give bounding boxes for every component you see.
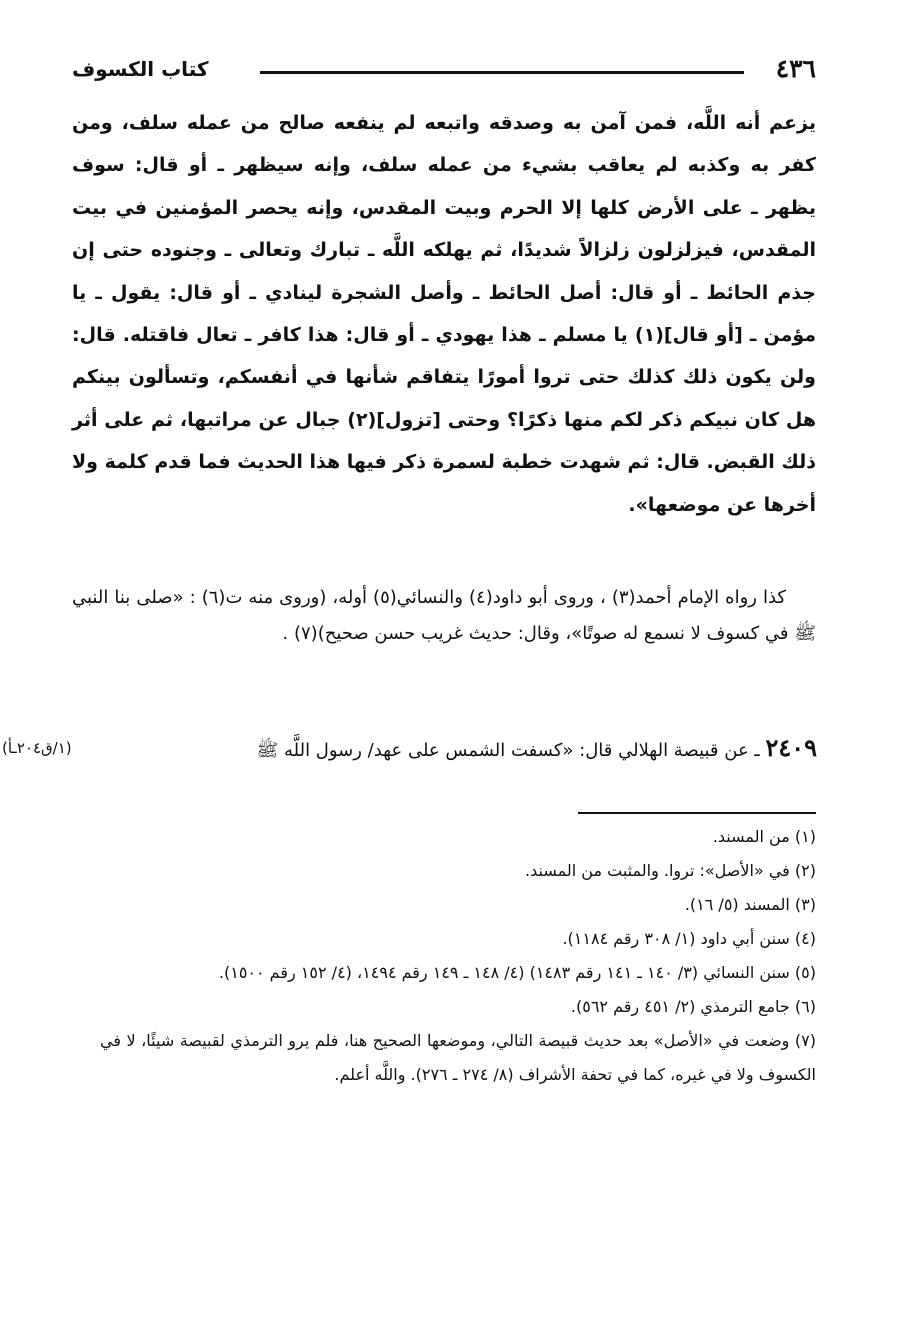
page-number: ٤٣٦: [775, 54, 816, 83]
footnote-item: [100, 956, 816, 990]
footnote-item: [100, 888, 816, 922]
footnote-text: في «الأصل»: تروا. والمثبت من المسند.: [525, 861, 790, 880]
footnote-number: (٣): [794, 895, 816, 914]
footnote-text: المسند (٥/ ١٦).: [684, 895, 790, 914]
footnote-item: [100, 922, 816, 956]
footnote-text: سنن أبي داود (١/ ٣٠٨ رقم ١١٨٤).: [562, 929, 790, 948]
next-hadith-line: [0, 730, 916, 766]
footnote-item: [100, 1024, 816, 1092]
footnote-item: [100, 820, 816, 854]
footnotes-list: [100, 820, 816, 1092]
footnote-item: [100, 854, 816, 888]
footnote-number: (٦): [794, 997, 816, 1016]
running-title: كتاب الكسوف: [72, 57, 209, 81]
footnote-text: سنن النسائي (٣/ ١٤٠ ـ ١٤١ رقم ١٤٨٣) (٤/ ١٤٨ ـ ١٤٩ رقم ١٤٩٤، (٤/ ١٥٢ رقم ١٥٠٠).: [218, 963, 790, 982]
footnote-separator: [578, 812, 816, 814]
footnote-number: (٥): [794, 963, 816, 982]
footnote-number: (٤): [794, 929, 816, 948]
header-rule: [260, 71, 744, 74]
footnote-number: (٢): [794, 861, 816, 880]
footnote-number: (٧): [794, 1031, 816, 1050]
next-hadith: [257, 730, 817, 769]
footnote-text: جامع الترمذي (٢/ ٤٥١ رقم ٥٦٢).: [570, 997, 790, 1016]
footnote-item: [100, 990, 816, 1024]
footnote-number: (١): [794, 827, 816, 846]
hadith-main-text: يزعم أنه اللَّه، فمن آمن به وصدقه واتبعه لم ينفعه صالح من عمله سلف، ومن كفر به وكذبه لم يعاقب بشيء من عمله سلف، وإنه سيظهر ـ أو قال: سوف يظهر ـ على الأرض كلها إلا الحرم وبيت المقدس، وإنه يحصر المؤمنين في بيت المقدس، فيزلزلون زلزالاً شديدًا، ثم يهلكه اللَّه ـ تبارك وتعالى ـ وجنوده حتى إن جذم الحائط ـ أو قال: أصل الحائط ـ وأصل الشجرة لينادي ـ أو قال: يقول ـ يا مؤمن ـ [أو قال](١) يا مسلم ـ هذا يهودي ـ أو قال: هذا كافر ـ تعال فاقتله. قال: ولن يكون ذلك كذلك حتى تروا أمورًا يتفاقم شأنها في أنفسكم، وتسألون بينكم هل كان نبيكم ذكر لكم منها ذكرًا؟ وحتى [تزول](٢) جبال عن مراتبها، ثم على أثر ذلك القبض. قال: ثم شهدت خطبة لسمرة ذكر فيها هذا الحديث فما قدم كلمة ولا أخرها عن موضعها».: [72, 112, 817, 516]
next-hadith-text: ـ عن قبيصة الهلالي قال: «كسفت الشمس على عهد/ رسول اللَّه ﷺ: [256, 740, 760, 761]
footnote-text: من المسند.: [712, 827, 790, 846]
page-header: [72, 54, 816, 88]
footnote-text: وضعت في «الأصل» بعد حديث قبيصة التالي، وموضعها الصحيح هنا، فلم يرو الترمذي لقبيصة شيئًا، لا في الكسوف ولا في غيره، كما في تحفة الأشراف (٨/ ٢٧٤ ـ ٢٧٦). واللَّه أعلم.: [100, 1031, 816, 1084]
citation-paragraph: كذا رواه الإمام أحمد(٣) ، وروى أبو داود(٤) والنسائي(٥) أوله، (وروى منه ت(٦) : «صلى بنا النبي ﷺ في كسوف لا نسمع له صوتًا»، وقال: حديث غريب حسن صحيح)(٧) .: [72, 587, 816, 644]
hadith-number: ٢٤٠٩: [765, 733, 817, 762]
manuscript-margin-ref: (١/ق٢٠٤ـأ): [2, 739, 72, 757]
